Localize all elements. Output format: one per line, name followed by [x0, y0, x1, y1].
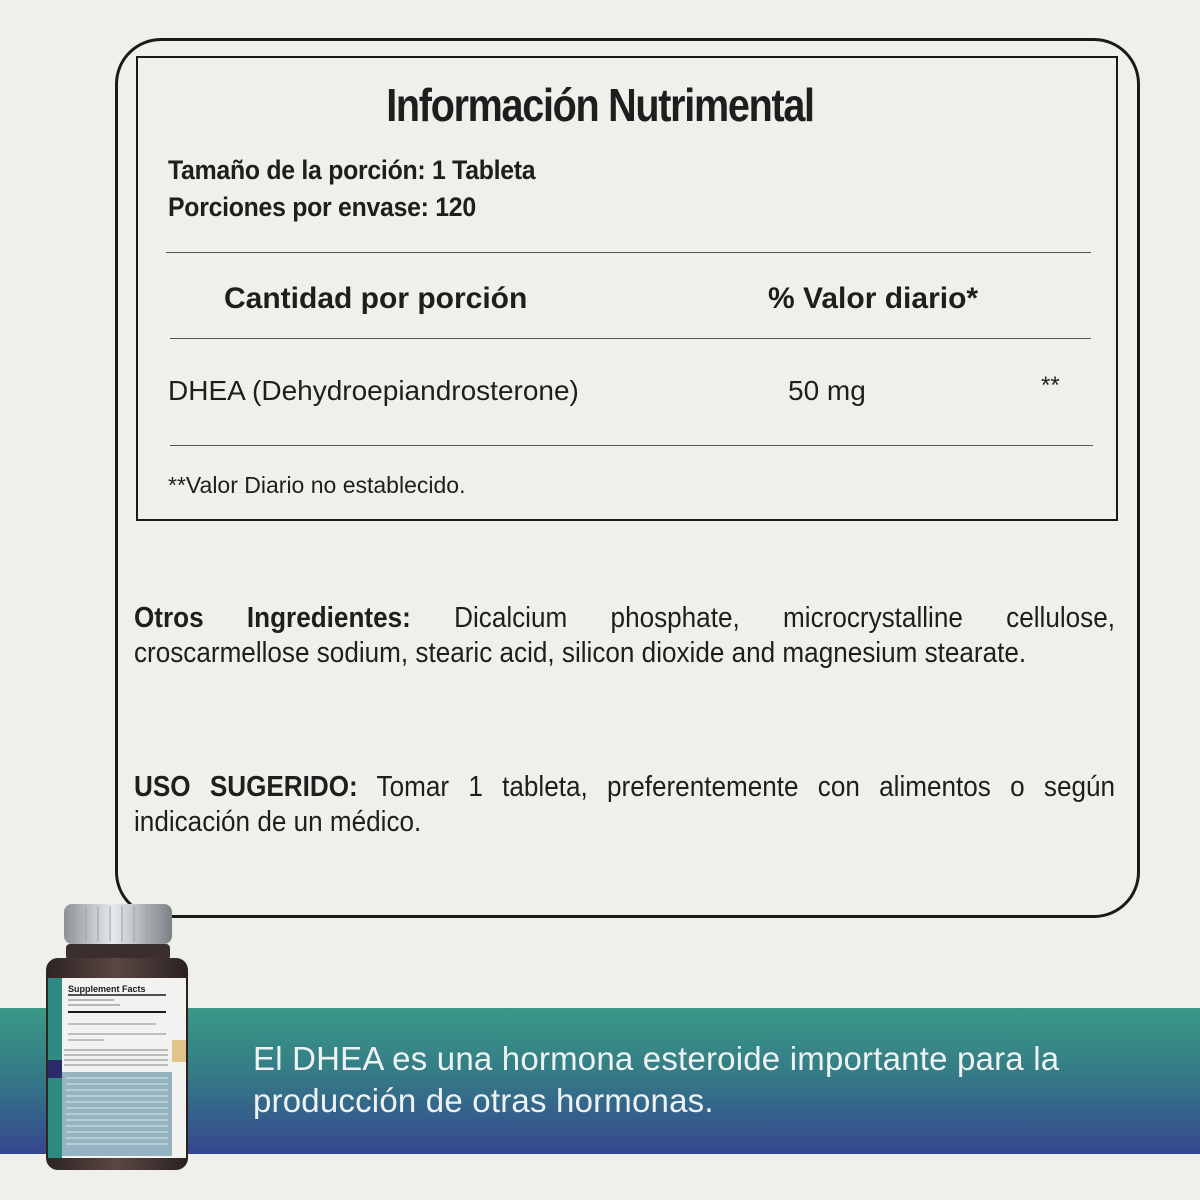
nutrient-name: DHEA (Dehydroepiandrosterone)	[168, 375, 579, 406]
nutrient-amount: 50 mg	[788, 375, 866, 406]
column-header-daily-value: % Valor diario*	[768, 282, 979, 315]
other-ingredients-label: Otros Ingredientes:	[134, 602, 411, 634]
divider	[170, 338, 1091, 339]
servings-per-container: Porciones por envase: 120	[168, 192, 476, 222]
other-ingredients	[134, 601, 1115, 671]
nutrient-daily-value: **	[1041, 372, 1060, 399]
facts-title: Información Nutrimental	[386, 79, 814, 131]
serving-size: Tamaño de la porción: 1 Tableta	[168, 155, 536, 185]
footnote: **Valor Diario no establecido.	[168, 472, 466, 498]
column-header-amount: Cantidad por porción	[224, 282, 528, 315]
suggested-use	[134, 770, 1115, 840]
banner-text: El DHEA es una hormona esteroide importante para la producción de otras hormonas.	[253, 1040, 1060, 1119]
bottle-label-heading: Supplement Facts	[68, 984, 146, 994]
divider	[170, 445, 1093, 446]
other-ingredients-text: Dicalcium phosphate, microcrystalline cellulose, croscarmellose sodium, stearic acid, silicon dioxide and magnesium stearate.	[134, 602, 1115, 669]
suggested-use-label: USO SUGERIDO:	[134, 771, 358, 803]
bottle-cap	[64, 904, 172, 944]
divider	[166, 252, 1091, 253]
supplement-bottle-image	[44, 900, 190, 1175]
suggested-use-text: Tomar 1 tableta, preferentemente con alimentos o según indicación de un médico.	[134, 771, 1116, 838]
